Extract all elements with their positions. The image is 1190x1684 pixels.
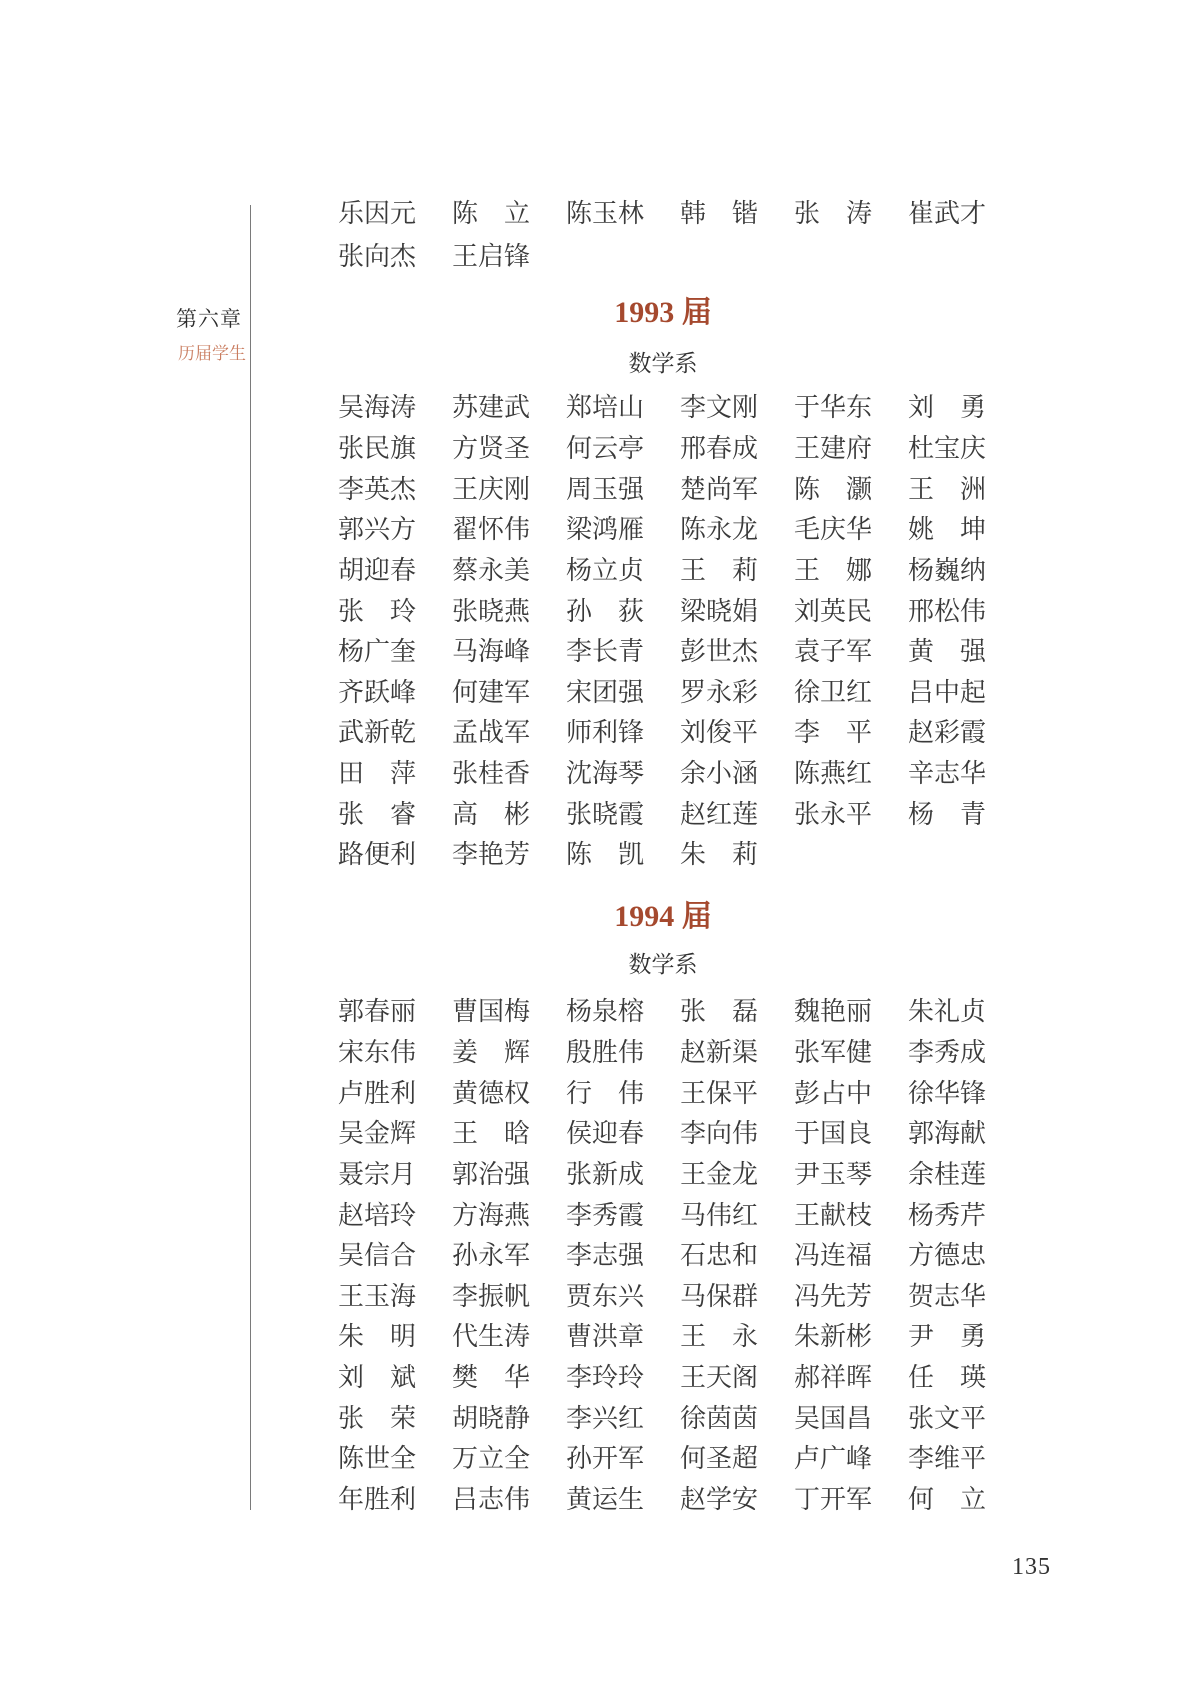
student-name: 孙永军 [452, 1241, 531, 1271]
student-name: 张荣 [338, 1403, 416, 1433]
name-row [338, 672, 1038, 713]
student-name: 袁子军 [794, 637, 873, 667]
student-name: 路便利 [338, 840, 417, 870]
student-name: 姚坤 [908, 515, 986, 545]
name-row [338, 1398, 1038, 1439]
student-name: 王保平 [680, 1078, 759, 1108]
student-name: 李维平 [908, 1444, 987, 1474]
student-name: 黄德权 [452, 1078, 531, 1108]
student-name: 彭占中 [794, 1078, 873, 1108]
student-name: 刘英民 [794, 596, 873, 626]
student-name: 万立全 [452, 1444, 531, 1474]
student-name: 冯连福 [794, 1241, 873, 1271]
student-name: 代生涛 [452, 1322, 531, 1352]
student-name: 徐茵茵 [680, 1403, 759, 1433]
student-name: 张永平 [794, 799, 873, 829]
student-name: 徐卫红 [794, 677, 873, 707]
student-name: 武新乾 [338, 718, 417, 748]
student-name: 李艳芳 [452, 840, 531, 870]
student-name: 朱新彬 [794, 1322, 873, 1352]
student-name: 陈灏 [794, 474, 872, 504]
student-name: 胡晓静 [452, 1403, 531, 1433]
student-name: 张向杰 [338, 241, 417, 271]
name-row [338, 754, 1038, 795]
student-name: 赵彩霞 [908, 718, 987, 748]
student-name: 李文刚 [680, 393, 759, 423]
name-row [338, 235, 1038, 278]
student-name: 蔡永美 [452, 555, 531, 585]
student-name: 朱莉 [680, 840, 758, 870]
name-row [338, 835, 1038, 876]
name-row [338, 1114, 1038, 1155]
student-name: 张睿 [338, 799, 416, 829]
name-row [338, 192, 1038, 235]
student-name: 尹勇 [908, 1322, 986, 1352]
student-name: 梁晓娟 [680, 596, 759, 626]
student-name: 陈凯 [566, 840, 644, 870]
student-name: 朱明 [338, 1322, 416, 1352]
student-name: 李平 [794, 718, 872, 748]
continued-name-grid [338, 192, 1038, 278]
student-name: 苏建武 [452, 393, 531, 423]
student-name: 韩锴 [680, 198, 758, 228]
student-name: 何立 [908, 1485, 986, 1514]
student-name: 李英杰 [338, 474, 417, 504]
student-name: 于华东 [794, 393, 873, 423]
student-name: 梁鸿雁 [566, 515, 645, 545]
student-name: 张文平 [908, 1403, 987, 1433]
student-name: 魏艳丽 [794, 997, 873, 1027]
student-name: 李志强 [566, 1241, 645, 1271]
student-name: 张民旗 [338, 433, 417, 463]
name-row [338, 1358, 1038, 1399]
student-name: 邢春成 [680, 433, 759, 463]
name-row [338, 794, 1038, 835]
student-name: 黄强 [908, 637, 986, 667]
student-name: 赵红莲 [680, 799, 759, 829]
name-row [338, 1236, 1038, 1277]
student-name: 张涛 [794, 198, 872, 228]
student-name: 彭世杰 [680, 637, 759, 667]
name-row [338, 1317, 1038, 1358]
name-row [338, 551, 1038, 592]
student-name: 邢松伟 [908, 596, 987, 626]
student-name: 张晓燕 [452, 596, 531, 626]
name-row [338, 429, 1038, 470]
student-name: 胡迎春 [338, 555, 417, 585]
student-name: 毛庆华 [794, 515, 873, 545]
student-name: 余小涵 [680, 759, 759, 789]
student-name: 郭治强 [452, 1159, 531, 1189]
student-name: 吴金辉 [338, 1119, 417, 1149]
student-name: 王晗 [452, 1119, 530, 1149]
year-heading-1993: 1993 届 [614, 296, 712, 329]
page-number: 135 [1012, 1554, 1051, 1580]
student-name: 齐跃峰 [338, 677, 417, 707]
student-name: 李向伟 [680, 1119, 759, 1149]
name-row [338, 1480, 1038, 1521]
student-name: 李玲玲 [566, 1363, 645, 1393]
student-name: 杨泉榕 [566, 997, 645, 1027]
student-name: 刘斌 [338, 1363, 416, 1393]
name-row [338, 1155, 1038, 1196]
student-name: 王献枝 [794, 1200, 873, 1230]
student-name: 崔武才 [908, 198, 987, 228]
student-name: 陈永龙 [680, 515, 759, 545]
student-name: 朱礼贞 [908, 997, 987, 1027]
student-name: 张磊 [680, 997, 758, 1027]
student-name: 王天阁 [680, 1363, 759, 1393]
student-name: 陈立 [452, 198, 530, 228]
student-name: 翟怀伟 [452, 515, 531, 545]
department-heading-1994: 数学系 [628, 951, 698, 977]
student-name: 王玉海 [338, 1281, 417, 1311]
student-name: 郭海献 [908, 1119, 987, 1149]
student-name: 卢胜利 [338, 1078, 417, 1108]
student-name: 卢广峰 [794, 1444, 873, 1474]
student-name: 吕志伟 [452, 1485, 531, 1514]
student-name: 李长青 [566, 637, 645, 667]
chapter-subtitle: 历届学生 [178, 344, 246, 363]
student-name: 张军健 [794, 1037, 873, 1067]
student-name: 石忠和 [680, 1241, 759, 1271]
name-row [338, 1195, 1038, 1236]
student-name: 姜辉 [452, 1037, 530, 1067]
student-name: 贺志华 [908, 1281, 987, 1311]
student-name: 王建府 [794, 433, 873, 463]
student-name: 赵学安 [680, 1485, 759, 1514]
student-name: 孙开军 [566, 1444, 645, 1474]
year-heading-1994: 1994 届 [614, 900, 712, 933]
student-name: 赵培玲 [338, 1200, 417, 1230]
student-name: 樊华 [452, 1363, 530, 1393]
student-name: 何建军 [452, 677, 531, 707]
student-name: 冯先芳 [794, 1281, 873, 1311]
student-name: 师利锋 [566, 718, 645, 748]
student-name: 乐因元 [338, 198, 417, 228]
name-grid-1994 [338, 992, 1038, 1520]
student-name: 杨秀芹 [908, 1200, 987, 1230]
name-row [338, 1276, 1038, 1317]
chapter-label: 第六章 [176, 307, 242, 331]
student-name: 宋东伟 [338, 1037, 417, 1067]
name-row [338, 510, 1038, 551]
name-row [338, 469, 1038, 510]
student-name: 方德忠 [908, 1241, 987, 1271]
name-grid-1993 [338, 388, 1038, 876]
student-name: 郭春丽 [338, 997, 417, 1027]
student-name: 孟战军 [452, 718, 531, 748]
student-name: 于国良 [794, 1119, 873, 1149]
student-name: 余桂莲 [908, 1159, 987, 1189]
student-name: 王启锋 [452, 241, 531, 271]
student-name: 王洲 [908, 474, 986, 504]
student-name: 宋团强 [566, 677, 645, 707]
student-name: 马伟红 [680, 1200, 759, 1230]
student-name: 马保群 [680, 1281, 759, 1311]
student-name: 吴国昌 [794, 1403, 873, 1433]
student-name: 罗永彩 [680, 677, 759, 707]
student-name: 吴信合 [338, 1241, 417, 1271]
student-name: 陈世全 [338, 1444, 417, 1474]
student-name: 杨青 [908, 799, 986, 829]
student-name: 吴海涛 [338, 393, 417, 423]
student-name: 王莉 [680, 555, 758, 585]
student-name: 行伟 [566, 1078, 644, 1108]
name-row [338, 1033, 1038, 1074]
student-name: 郭兴方 [338, 515, 417, 545]
student-name: 孙荻 [566, 596, 644, 626]
student-name: 侯迎春 [566, 1119, 645, 1149]
student-name: 李兴红 [566, 1403, 645, 1433]
student-name: 张晓霞 [566, 799, 645, 829]
student-name: 王金龙 [680, 1159, 759, 1189]
student-name: 黄运生 [566, 1485, 645, 1514]
name-row [338, 713, 1038, 754]
name-row [338, 992, 1038, 1033]
student-name: 吕中起 [908, 677, 987, 707]
chapter-divider-line [250, 205, 251, 1510]
student-name: 曹洪章 [566, 1322, 645, 1352]
name-row [338, 1073, 1038, 1114]
student-name: 田萍 [338, 759, 416, 789]
student-name: 李秀霞 [566, 1200, 645, 1230]
student-name: 年胜利 [338, 1485, 417, 1514]
student-name: 曹国梅 [452, 997, 531, 1027]
student-name: 尹玉琴 [794, 1159, 873, 1189]
student-name: 刘俊平 [680, 718, 759, 748]
student-name: 陈燕红 [794, 759, 873, 789]
student-name: 王娜 [794, 555, 872, 585]
student-name: 陈玉林 [566, 198, 645, 228]
student-name: 周玉强 [566, 474, 645, 504]
student-name: 王永 [680, 1322, 758, 1352]
student-name: 李振帆 [452, 1281, 531, 1311]
department-heading-1993: 数学系 [628, 350, 698, 376]
student-name: 张玲 [338, 596, 416, 626]
student-name: 丁开军 [794, 1485, 873, 1514]
student-name: 方海燕 [452, 1200, 531, 1230]
name-row [338, 591, 1038, 632]
student-name: 杨广奎 [338, 637, 417, 667]
student-name: 郝祥晖 [794, 1363, 873, 1393]
name-row [338, 1439, 1038, 1480]
student-name: 张新成 [566, 1159, 645, 1189]
student-name: 郑培山 [566, 393, 645, 423]
student-name: 辛志华 [908, 759, 987, 789]
student-name: 张桂香 [452, 759, 531, 789]
student-name: 方贤圣 [452, 433, 531, 463]
student-name: 何圣超 [680, 1444, 759, 1474]
student-name: 楚尚军 [680, 474, 759, 504]
student-name: 何云亭 [566, 433, 645, 463]
name-row [338, 388, 1038, 429]
student-name: 杨巍纳 [908, 555, 987, 585]
student-name: 任瑛 [908, 1363, 986, 1393]
student-name: 沈海琴 [566, 759, 645, 789]
student-name: 贾东兴 [566, 1281, 645, 1311]
student-name: 赵新渠 [680, 1037, 759, 1067]
student-name: 杜宝庆 [908, 433, 987, 463]
student-name: 高彬 [452, 799, 530, 829]
name-row [338, 632, 1038, 673]
student-name: 马海峰 [452, 637, 531, 667]
student-name: 徐华锋 [908, 1078, 987, 1108]
student-name: 王庆刚 [452, 474, 531, 504]
student-name: 杨立贞 [566, 555, 645, 585]
student-name: 李秀成 [908, 1037, 987, 1067]
student-name: 殷胜伟 [566, 1037, 645, 1067]
student-name: 刘勇 [908, 393, 986, 423]
student-name: 聂宗月 [338, 1159, 417, 1189]
